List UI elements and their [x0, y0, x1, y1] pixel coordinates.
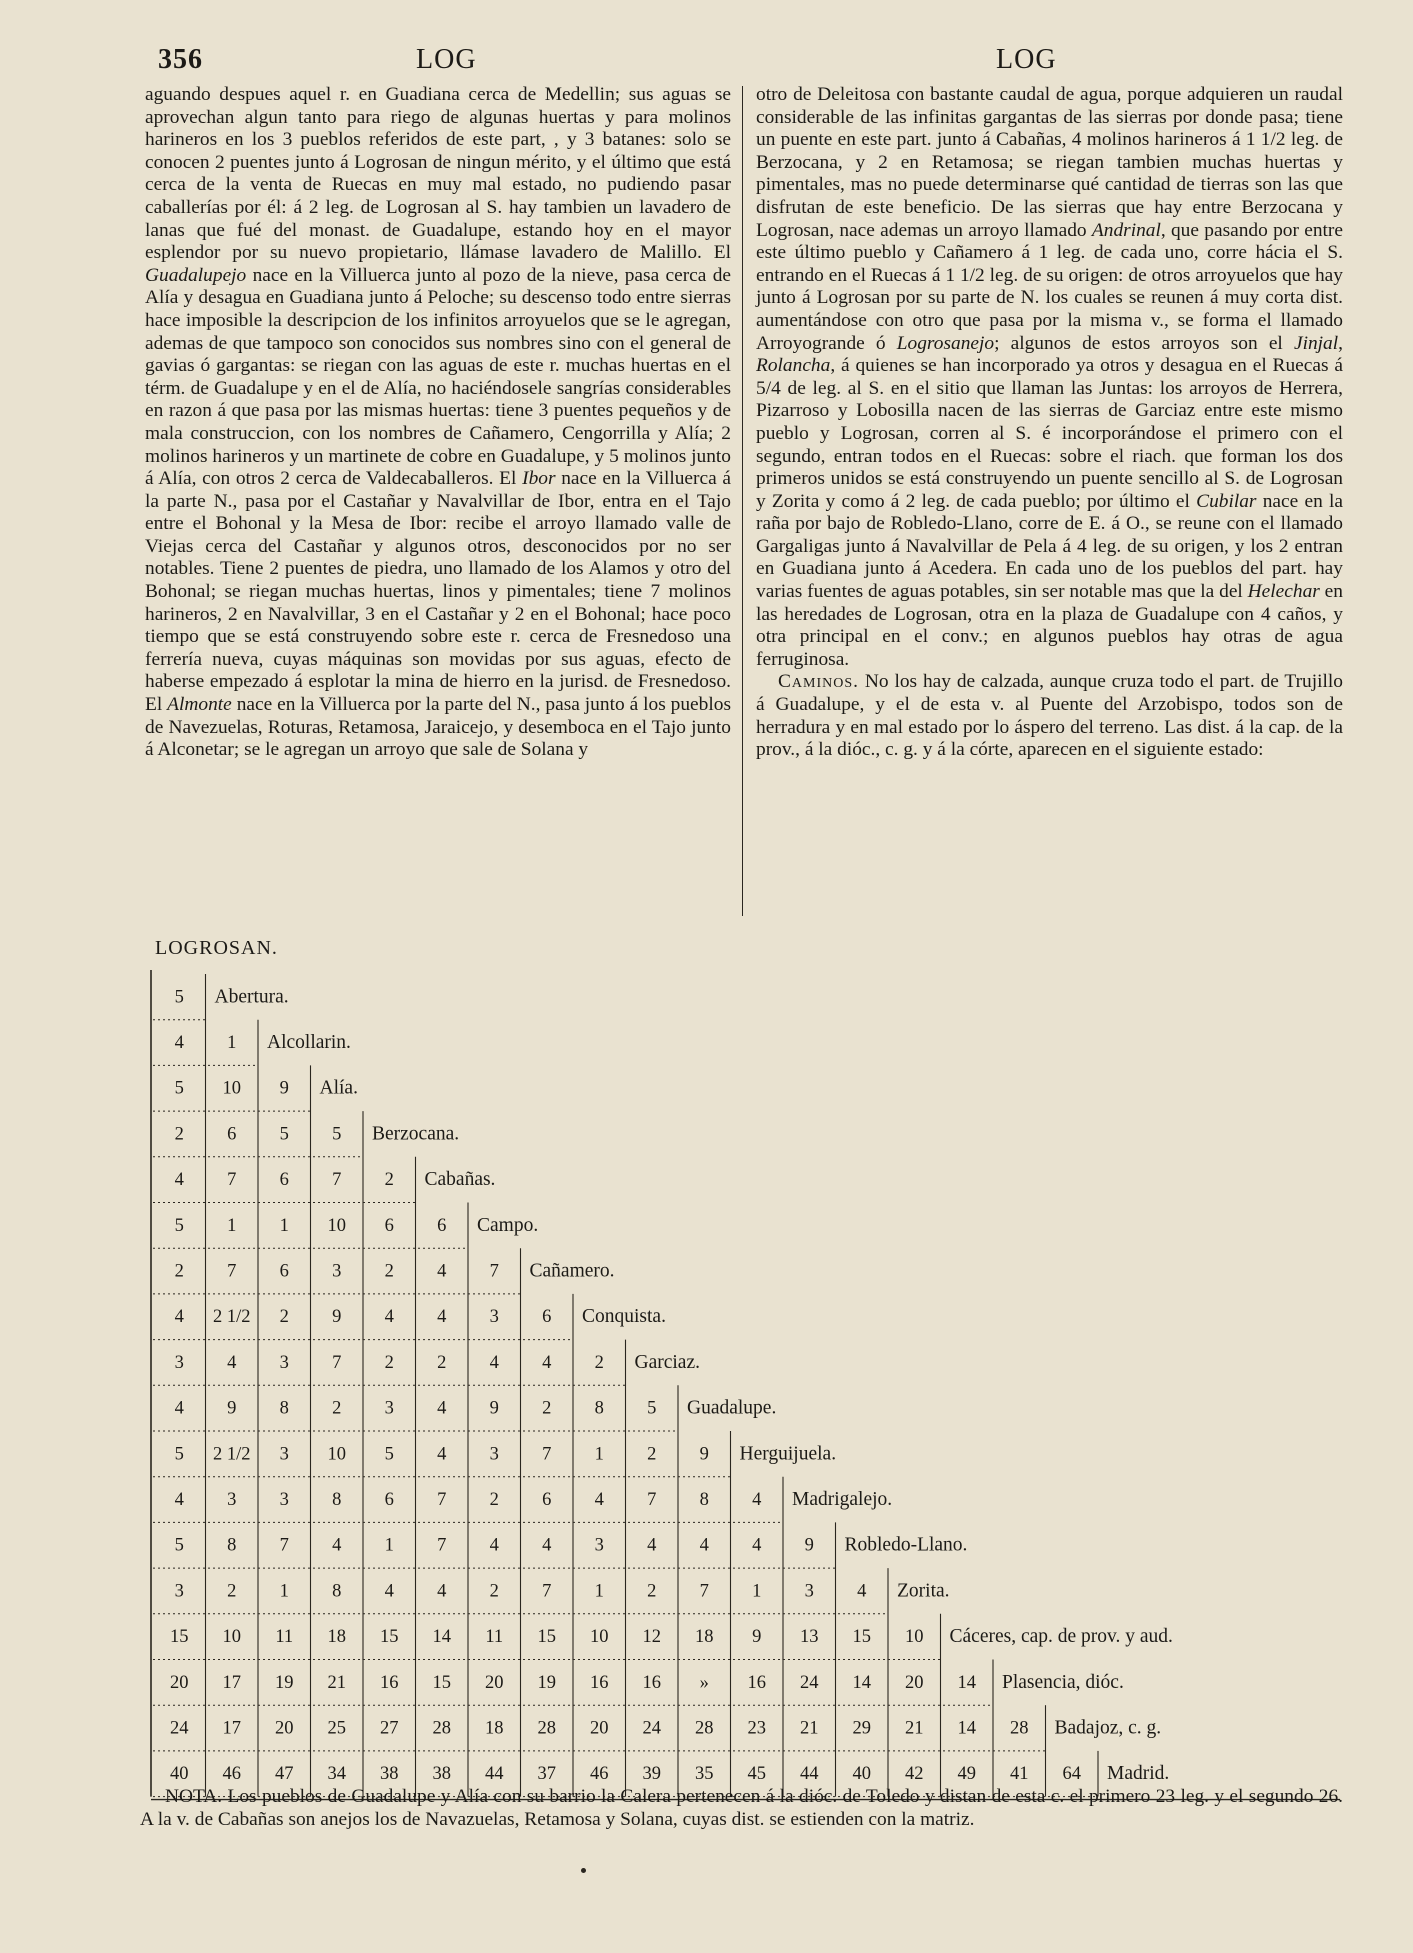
- distance-cell: 3: [594, 1535, 604, 1556]
- distance-cell: 5: [647, 1398, 657, 1419]
- distance-cell: 1: [227, 1033, 237, 1054]
- left-paragraph: aguando despues aquel r. en Guadiana cerca de Medellin; sus aguas se aprovechan algun tanto para riego de algunas huertas y para molinos harineros en los 3 pueblos referidos de este part, , y 3 batanes: solo se conocen 2 puentes junto á Logrosan de ningun mérito, y el último que está cerca de la venta de Ruecas en muy mal estado, no pudiendo pasar caballerías por él: á 2 leg. de Logrosan al S. hay tambien un lavadero de lanas que fué del monast. de Guadalupe, estando hoy en el mayor esplendor por su nuevo propietario, llámase lavadero de Malillo. El Guadalupejo nace en la Villuerca junto al pozo de la nieve, pasa cerca de Alía y desagua en Guadiana junto á Peloche; su descenso todo entre sierras hace imposible la descripcion de los infinitos arroyuelos que se le agregan, ademas de que tampoco son conocidos sus nombres sino con el general de gavias ó gargantas: se riegan con las aguas de este r. muchas huertas en el térm. de Guadalupe y en el de Alía, no haciéndosele sangrías considerables en razon á que pasa por las mismas huertas: tiene 3 puentes pequeños y de mala construccion, con los nombres de Cañamero, Cengorrilla y Alía; 2 molinos harineros y un martinete de cobre en Guadalupe, y 5 molinos junto á Alía, con otros 2 cerca de Valdecaballeros. El Ibor nace en la Villuerca á la parte N., pasa por el Castañar y Navalvillar de Ibor, entra en el Tajo entre el Bohonal y la Mesa de Ibor: recibe el arroyo llamado valle de Viejas cerca del Castañar y algunos otros, desconocidos por no ser notables. Tiene 2 puentes de piedra, uno llamado de los Alamos y otro del Bohonal; se riegan muchas huertas, linos y pimentales; tiene 7 molinos harineros, 2 en Navalvillar, 3 en el Castañar y 2 en el Bohonal; hace poco tiempo que se está construyendo sobre este r. cerca de Fresnedoso una ferrería nueva, cuyas máquinas son movidas por sus aguas, efecto de haberse empezado á esplotar la mina de hierro en la jurisd. de Fresnedoso. El Almonte nace en la Villuerca por la parte del N., pasa junto á los pueblos de Navezuelas, Roturas, Retamosa, Jaraicejo, y desemboca en el Tajo junto á Alconetar; se le agregan un arroyo que sale de Solana y: [145, 84, 732, 761]
- distance-cell: 3: [384, 1398, 394, 1419]
- right-paragraph: otro de Deleitosa con bastante caudal de agua, porque adquieren un raudal considerable de las infinitas gargantas de las sierras por donde pasa; tiene un puente en este part. junto á Cabañas, 4 molinos harineros á 1 1/2 leg. de Berzocana, y 2 en Retamosa; se riegan tambien muchas huertas y pimentales, mas no puede determinarse qué cantidad de tierras son las que disfrutan de este beneficio. De las sierras que hay entre Berzocana y Logrosan, nace ademas un arroyo llamado Andrinal, que pasando por entre este último pueblo y Cañamero á 1 leg. de cada uno, corre hácia el S. entrando en el Ruecas á 1 1/2 leg. de su origen: de otros arroyuelos que hay junto á Logrosan por su parte de N. los cuales se reunen á muy corta dist. aumentándose con otro que pasa por la misma v., se forma el llamado Arroyogrande ó Logrosanejo; algunos de estos arroyos son el Jinjal, Rolancha, á quienes se han incorporado ya otros y desagua en el Ruecas á 5/4 de leg. al S. en el sitio que llaman las Juntas: los arroyos de Herrera, Pizarroso y Lobosilla nacen de las sierras de Garciaz entre este mismo pueblo y Logrosan, corren al S. é incorporándose el primero con el segundo, entran todos en el Ruecas: sobre el riach. que forman los dos primeros unidos se está construyendo un puente sencillo al S. de Logrosan y Zorita y como á 2 leg. de cada pueblo; por último el Cubilar nace en la raña por bajo de Robledo-Llano, corre de E. á O., se reune con el llamado Gargaligas junto á Navalvillar de Pela á 4 leg. de su origen, y los 2 entran en Guadiana junto á Acedera. En cada uno de los pueblos del part. hay varias fuentes de aguas potables, sin ser notable mas que la del Helechar en las heredades de Logrosan, otra en la plaza de Guadalupe con 4 caños, y otra principal en el conv.; en algunos pueblos hay otras de agua ferruginosa.: [756, 84, 1343, 670]
- distance-cell: 4: [437, 1307, 447, 1328]
- distance-cell: 2: [647, 1444, 657, 1465]
- distance-cell: 39: [642, 1764, 661, 1785]
- distance-cell: 6: [279, 1170, 289, 1191]
- distance-cell: 16: [590, 1672, 609, 1693]
- distance-cell: 34: [327, 1764, 346, 1785]
- distance-cell: 2: [384, 1261, 394, 1282]
- distance-cell: 16: [380, 1672, 399, 1693]
- distance-cell: 19: [537, 1672, 556, 1693]
- distance-cell: 21: [800, 1718, 819, 1739]
- distance-cell: 2: [594, 1352, 604, 1373]
- distance-cell: 4: [437, 1398, 447, 1419]
- distance-cell: 2: [384, 1352, 394, 1373]
- distance-cell: 2: [332, 1398, 342, 1419]
- town-label: Guadalupe.: [687, 1397, 777, 1419]
- distance-cell: 3: [804, 1581, 814, 1602]
- distance-cell: 40: [852, 1764, 871, 1785]
- distance-cell: 20: [170, 1672, 189, 1693]
- distance-cell: 6: [384, 1215, 394, 1236]
- distance-cell: 4: [174, 1398, 184, 1419]
- distance-cell: 7: [227, 1170, 237, 1191]
- distance-cell: 2: [174, 1124, 184, 1145]
- distance-cell: 15: [170, 1627, 189, 1648]
- distance-cell: 17: [222, 1718, 241, 1739]
- distance-cell: 4: [384, 1581, 394, 1602]
- distance-cell: 25: [327, 1718, 346, 1739]
- distance-cell: 2: [489, 1581, 499, 1602]
- town-label: Herguijuela.: [739, 1443, 837, 1465]
- distance-cell: 7: [542, 1581, 552, 1602]
- distance-cell: 28: [432, 1718, 451, 1739]
- distance-cell: 10: [222, 1078, 241, 1099]
- town-label: Badajoz, c. g.: [1054, 1717, 1162, 1739]
- distance-cell: 14: [957, 1672, 976, 1693]
- distance-cell: 1: [279, 1215, 289, 1236]
- distance-cell: 9: [804, 1535, 814, 1556]
- distance-cell: 4: [857, 1581, 867, 1602]
- distance-cell: 15: [852, 1627, 871, 1648]
- distance-cell: 47: [275, 1764, 294, 1785]
- distance-cell: 7: [332, 1352, 342, 1373]
- distance-cell: 16: [642, 1672, 661, 1693]
- distance-cell: 7: [647, 1490, 657, 1511]
- distance-cell: 2: [384, 1170, 394, 1191]
- distance-cell: 44: [485, 1764, 504, 1785]
- distance-cell: 7: [227, 1261, 237, 1282]
- town-label: Cañamero.: [529, 1260, 615, 1282]
- distance-cell: 3: [279, 1352, 289, 1373]
- distance-cell: 6: [384, 1490, 394, 1511]
- distance-cell: 1: [384, 1535, 394, 1556]
- distance-cell: »: [699, 1672, 709, 1693]
- distance-cell: 2 1/2: [212, 1444, 251, 1465]
- distance-cell: 18: [695, 1627, 714, 1648]
- distance-cell: 3: [227, 1490, 237, 1511]
- town-label: Berzocana.: [372, 1123, 460, 1145]
- caminos-heading: Caminos.: [778, 671, 860, 693]
- distance-cell: 3: [174, 1581, 184, 1602]
- distance-cell: 15: [380, 1627, 399, 1648]
- distance-cell: 5: [174, 987, 184, 1008]
- distance-cell: 9: [279, 1078, 289, 1099]
- distance-cell: 4: [332, 1535, 342, 1556]
- note-text: Los pueblos de Guadalupe y Alía con su barrio la Calera pertenecen á la dióc. de Toledo y distan de esta c. el primero 23 leg. y el segundo 26. A la v. de Cabañas son anejos los de Navazuelas, Retamosa y Solana, cuyas dist. se estienden con la matriz.: [140, 1786, 1343, 1830]
- town-label: Cabañas.: [424, 1169, 496, 1191]
- distance-cell: 14: [852, 1672, 871, 1693]
- distance-cell: 1: [227, 1215, 237, 1236]
- distance-cell: 37: [537, 1764, 556, 1785]
- distance-cell: 8: [332, 1581, 342, 1602]
- distance-cell: 24: [800, 1672, 819, 1693]
- distance-cell: 15: [432, 1672, 451, 1693]
- distance-cell: 18: [327, 1627, 346, 1648]
- distance-cell: 4: [437, 1261, 447, 1282]
- distance-cell: 3: [279, 1490, 289, 1511]
- distance-cell: 8: [332, 1490, 342, 1511]
- distance-cell: 4: [752, 1490, 762, 1511]
- distance-cell: 2: [279, 1307, 289, 1328]
- distance-cell: 10: [905, 1627, 924, 1648]
- distance-cell: 49: [957, 1764, 976, 1785]
- distance-cell: 9: [752, 1627, 762, 1648]
- distance-cell: 3: [489, 1444, 499, 1465]
- town-label: Zorita.: [897, 1580, 950, 1602]
- distance-cell: 4: [752, 1535, 762, 1556]
- print-speck: [581, 1868, 586, 1873]
- distance-cell: 4: [384, 1307, 394, 1328]
- distance-cell: 10: [590, 1627, 609, 1648]
- distance-cell: 10: [327, 1215, 346, 1236]
- distance-cell: 14: [957, 1718, 976, 1739]
- distance-cell: 6: [279, 1261, 289, 1282]
- distance-cell: 64: [1062, 1764, 1081, 1785]
- town-label: Plasencia, dióc.: [1002, 1671, 1124, 1693]
- distance-cell: 3: [332, 1261, 342, 1282]
- distance-cell: 44: [800, 1764, 819, 1785]
- distance-cell: 28: [695, 1718, 714, 1739]
- distance-cell: 10: [327, 1444, 346, 1465]
- distance-cell: 35: [695, 1764, 714, 1785]
- distance-cell: 6: [542, 1490, 552, 1511]
- distance-cell: 45: [747, 1764, 766, 1785]
- distance-cell: 3: [174, 1352, 184, 1373]
- distance-cell: 7: [489, 1261, 499, 1282]
- distance-cell: 11: [275, 1627, 294, 1648]
- distance-cell: 1: [752, 1581, 762, 1602]
- distance-cell: 2 1/2: [212, 1307, 251, 1328]
- distance-cell: 7: [332, 1170, 342, 1191]
- distance-cell: 8: [594, 1398, 604, 1419]
- distance-cell: 4: [174, 1307, 184, 1328]
- distance-cell: 1: [279, 1581, 289, 1602]
- distance-cell: 21: [327, 1672, 346, 1693]
- distance-cell: 5: [174, 1535, 184, 1556]
- distance-cell: 5: [174, 1078, 184, 1099]
- distance-cell: 4: [594, 1490, 604, 1511]
- distance-cell: 9: [332, 1307, 342, 1328]
- distance-cell: 4: [542, 1352, 552, 1373]
- distance-cell: 20: [905, 1672, 924, 1693]
- distance-cell: 11: [485, 1627, 504, 1648]
- distance-cell: 28: [537, 1718, 556, 1739]
- distance-cell: 21: [905, 1718, 924, 1739]
- distance-cell: 17: [222, 1672, 241, 1693]
- distance-cell: 7: [542, 1444, 552, 1465]
- distance-cell: 27: [380, 1718, 399, 1739]
- town-label: Alcollarin.: [267, 1032, 351, 1054]
- distance-cell: 1: [594, 1581, 604, 1602]
- distance-cell: 1: [594, 1444, 604, 1465]
- footnote: [140, 1786, 1343, 1831]
- town-label: Garciaz.: [634, 1351, 700, 1373]
- distance-table-title: LOGROSAN.: [155, 937, 278, 959]
- note-heading: NOTA.: [165, 1786, 223, 1807]
- caminos-paragraph: Caminos. No los hay de calzada, aunque cruza todo el part. de Trujillo á Guadalupe, y el de esta v. al Puente del Arzobispo, todos son de herradura y en mal estado por lo áspero del terreno. Las dist. á la cap. de la prov., á la dióc., c. g. y á la córte, aparecen en el siguiente estado:: [756, 671, 1343, 761]
- town-label: Campo.: [477, 1214, 539, 1236]
- distance-cell: 29: [852, 1718, 871, 1739]
- distance-cell: 40: [170, 1764, 189, 1785]
- distance-cell: 4: [174, 1490, 184, 1511]
- distance-cell: 5: [332, 1124, 342, 1145]
- right-running-head: LOG: [996, 44, 1057, 75]
- distance-cell: 3: [489, 1307, 499, 1328]
- distance-cell: 10: [222, 1627, 241, 1648]
- distance-cell: 4: [227, 1352, 237, 1373]
- distance-cell: 20: [590, 1718, 609, 1739]
- distance-cell: 16: [747, 1672, 766, 1693]
- distance-cell: 24: [642, 1718, 661, 1739]
- distance-cell: 12: [642, 1627, 661, 1648]
- distance-cell: 41: [1010, 1764, 1029, 1785]
- distance-cell: 4: [699, 1535, 709, 1556]
- distance-cell: 38: [380, 1764, 399, 1785]
- distance-cell: 4: [174, 1033, 184, 1054]
- town-label: Abertura.: [214, 986, 289, 1008]
- distance-cell: 9: [227, 1398, 237, 1419]
- distance-cell: 5: [174, 1215, 184, 1236]
- distance-cell: 2: [647, 1581, 657, 1602]
- distance-cell: 20: [275, 1718, 294, 1739]
- distance-cell: 8: [279, 1398, 289, 1419]
- distance-cell: 8: [227, 1535, 237, 1556]
- town-label: Alía.: [319, 1077, 358, 1099]
- distance-cell: 3: [279, 1444, 289, 1465]
- distance-cell: 4: [437, 1581, 447, 1602]
- distance-cell: 20: [485, 1672, 504, 1693]
- distance-cell: 7: [437, 1535, 447, 1556]
- town-label: Cáceres, cap. de prov. y aud.: [949, 1626, 1173, 1648]
- distance-cell: 9: [699, 1444, 709, 1465]
- distance-cell: 19: [275, 1672, 294, 1693]
- page-number: 356: [158, 44, 203, 75]
- distance-cell: 38: [432, 1764, 451, 1785]
- distance-cell: 5: [384, 1444, 394, 1465]
- distance-cell: 5: [174, 1444, 184, 1465]
- distance-cell: 42: [905, 1764, 924, 1785]
- distance-cell: 24: [170, 1718, 189, 1739]
- town-label: Madrid.: [1107, 1763, 1170, 1785]
- distance-cell: 23: [747, 1718, 766, 1739]
- town-label: Madrigalejo.: [792, 1489, 893, 1511]
- distance-cell: 9: [489, 1398, 499, 1419]
- left-running-head: LOG: [416, 44, 477, 75]
- distance-cell: 7: [279, 1535, 289, 1556]
- distance-cell: 7: [437, 1490, 447, 1511]
- distance-cell: 4: [174, 1170, 184, 1191]
- distance-cell: 2: [227, 1581, 237, 1602]
- distance-cell: 7: [699, 1581, 709, 1602]
- distance-cell: 4: [542, 1535, 552, 1556]
- distance-cell: 13: [800, 1627, 819, 1648]
- town-label: Conquista.: [582, 1306, 666, 1328]
- distance-cell: 8: [699, 1490, 709, 1511]
- distance-cell: 6: [542, 1307, 552, 1328]
- distance-cell: 2: [542, 1398, 552, 1419]
- distance-cell: 18: [485, 1718, 504, 1739]
- distance-cell: 2: [489, 1490, 499, 1511]
- distance-cell: 14: [432, 1627, 451, 1648]
- distance-cell: 4: [647, 1535, 657, 1556]
- distance-cell: 4: [489, 1535, 499, 1556]
- distance-cell: 4: [437, 1444, 447, 1465]
- distance-cell: 46: [590, 1764, 609, 1785]
- distance-cell: 5: [279, 1124, 289, 1145]
- distance-cell: 2: [437, 1352, 447, 1373]
- distance-cell: 28: [1010, 1718, 1029, 1739]
- town-label: Robledo-Llano.: [844, 1534, 968, 1556]
- distance-cell: 2: [174, 1261, 184, 1282]
- distance-cell: 6: [437, 1215, 447, 1236]
- distance-cell: 6: [227, 1124, 237, 1145]
- distance-cell: 15: [537, 1627, 556, 1648]
- distance-cell: 4: [489, 1352, 499, 1373]
- distance-cell: 46: [222, 1764, 241, 1785]
